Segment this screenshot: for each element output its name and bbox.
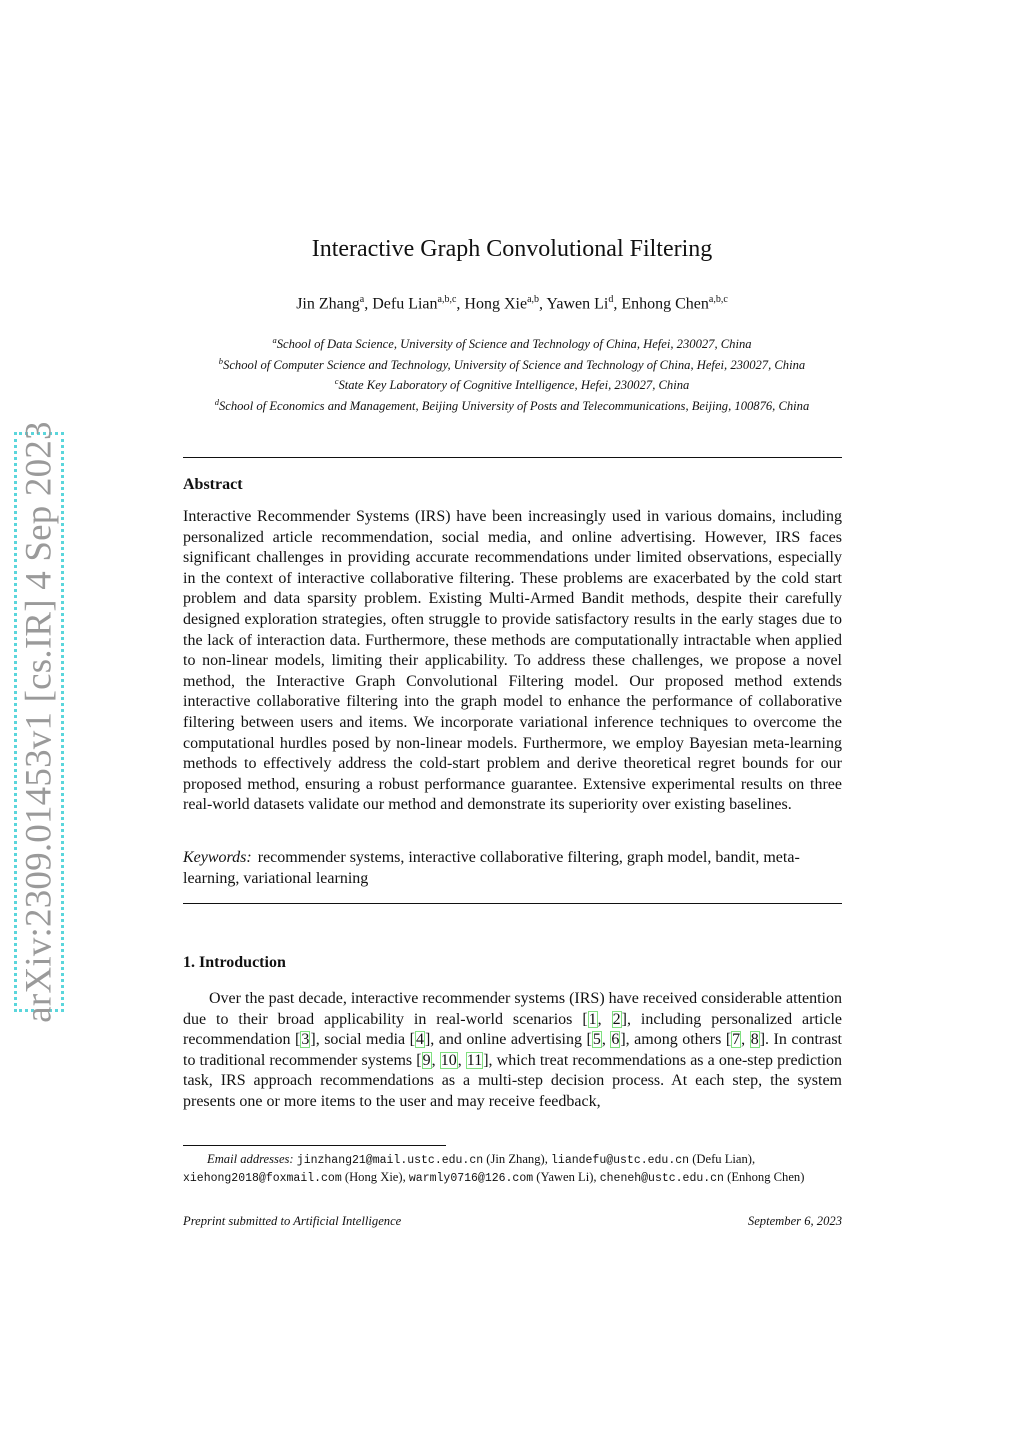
citation-link[interactable]: 6 xyxy=(611,1031,620,1049)
footer-venue: Preprint submitted to Artificial Intelligence xyxy=(183,1214,402,1228)
citation-link[interactable]: 4 xyxy=(415,1031,424,1049)
author-name: Hong Xie xyxy=(464,295,528,313)
keywords-label: Keywords: xyxy=(183,849,252,866)
abstract-top-rule xyxy=(183,457,842,458)
email-link[interactable]: warmly0716@126.com xyxy=(408,1172,534,1186)
keywords xyxy=(183,848,842,889)
arxiv-id[interactable]: arXiv:2309.01453v1 [cs.IR] 4 Sep 2023 xyxy=(18,421,60,1023)
author-name: Yawen Li xyxy=(546,295,609,313)
citation-link[interactable]: 10 xyxy=(440,1051,457,1069)
abstract-text: Interactive Recommender Systems (IRS) have been increasingly used in various domains, including personalized article recommendation, social media, and online advertising. However, IRS faces significant challenges in providing accurate recommendations under limited observations, especially in the context of interactive collaborative filtering. These problems are exacerbated by the cold start problem and data sparsity problem. Existing Multi-Armed Bandit methods, despite their carefully designed exploration strategies, often struggle to provide satisfactory results in the early stages due to the lack of interaction data. Furthermore, these methods are computationally intractable when applied to non-linear models, limiting their applicability. To address these challenges, we propose a novel method, the Interactive Graph Convolutional Filtering model. Our proposed method extends interactive collaborative filtering into the graph model to enhance the performance of collaborative filtering between users and items. We incorporate variational inference techniques to overcome the computational hurdles posed by non-linear models. Furthermore, we employ Bayesian meta-learning methods to effectively address the cold-start problem and derive theoretical regret bounds for our proposed method, ensuring a robust performance guarantee. Extensive experimental results on three real-world datasets validate our method and demonstrate its superiority over existing baselines. xyxy=(183,508,842,814)
author-affil-sup: a xyxy=(359,294,365,305)
citation-link[interactable]: 3 xyxy=(301,1031,310,1049)
email-link[interactable]: cheneh@ustc.edu.cn xyxy=(599,1172,724,1186)
affiliation-list xyxy=(0,332,1024,415)
citation-link[interactable]: 7 xyxy=(732,1031,741,1049)
author-name: Enhong Chen xyxy=(621,295,709,313)
section-heading-introduction: 1. Introduction xyxy=(183,954,286,971)
affiliation: $^c$State Key Laboratory of Cognitive Intelligence, Hefei, 230027, China xyxy=(334,376,690,393)
citation-link[interactable]: 8 xyxy=(750,1031,759,1049)
email-link[interactable]: liandefu@ustc.edu.cn xyxy=(551,1154,690,1167)
author-name: Defu Lian xyxy=(372,295,438,313)
footer-date: September 6, 2023 xyxy=(747,1214,842,1228)
citation-link[interactable]: 9 xyxy=(422,1051,431,1069)
email-link[interactable]: jinzhang21@mail.ustc.edu.cn xyxy=(296,1154,484,1167)
citation-link[interactable]: 11 xyxy=(466,1051,483,1069)
affiliation: $^b$School of Computer Science and Technology, University of Science and Technology of China, Hefei, 230027, China xyxy=(218,355,806,372)
author-affil-sup: a,b xyxy=(527,294,540,305)
affiliation: $^a$School of Data Science, University of Science and Technology of China, Hefei, 230027, China xyxy=(272,335,752,352)
footnote-emails: Email addresses: jinzhang21@mail.ustc.edu.cn (Jin Zhang), liandefu@ustc.edu.cn (Defu Lian), xiehong2018@foxmail.com (Hong Xie), warmly0716@126.com (Yawen Li), cheneh@ustc.edu.cn (Enhong Chen) xyxy=(183,1152,805,1186)
email-link[interactable]: xiehong2018@foxmail.com xyxy=(183,1172,342,1186)
citation-link[interactable]: 1 xyxy=(588,1010,597,1028)
abstract-heading: Abstract xyxy=(183,476,243,493)
author-name: Jin Zhang xyxy=(296,295,360,313)
arxiv-stamp[interactable] xyxy=(14,421,64,1023)
keywords-text: recommender systems, interactive collaborative filtering, graph model, bandit, meta-learning, variational learning xyxy=(183,849,800,887)
paper-title: Interactive Graph Convolutional Filtering xyxy=(311,236,713,262)
author-affil-sup: a,b,c xyxy=(437,294,457,305)
citation-link[interactable]: 5 xyxy=(592,1031,601,1049)
author-affil-sup: d xyxy=(608,294,614,305)
footnote-label: Email addresses: xyxy=(207,1152,294,1166)
abstract-bottom-rule xyxy=(183,903,842,904)
introduction-paragraph: Over the past decade, interactive recommender systems (IRS) have received considerable attention due to their broad applicability in real-world scenarios [1, 2], including personalized article recommendation [3], social media [4], and online advertising [5, 6], among others [7, 8]. In contrast to traditional recommender systems [9, 10, 11], which treat recommendations as a one-step prediction task, IRS approach recommendations as a multi-step decision process. At each step, the system presents one or more items to the user and may receive feedback, xyxy=(183,990,843,1110)
author-list: Jin Zhang$^a$, Defu Lian$^{a,b,c}$, Hong Xie$^{a,b}$, Yawen Li$^d$, Enhong Chen$^{a,b,c}$ xyxy=(296,294,728,313)
citation-link[interactable]: 2 xyxy=(612,1010,621,1028)
affiliation: $^d$School of Economics and Management, Beijing University of Posts and Telecommunications, Beijing, 100876, China xyxy=(214,397,810,414)
footnote-rule xyxy=(183,1145,446,1146)
author-affil-sup: a,b,c xyxy=(708,294,728,305)
